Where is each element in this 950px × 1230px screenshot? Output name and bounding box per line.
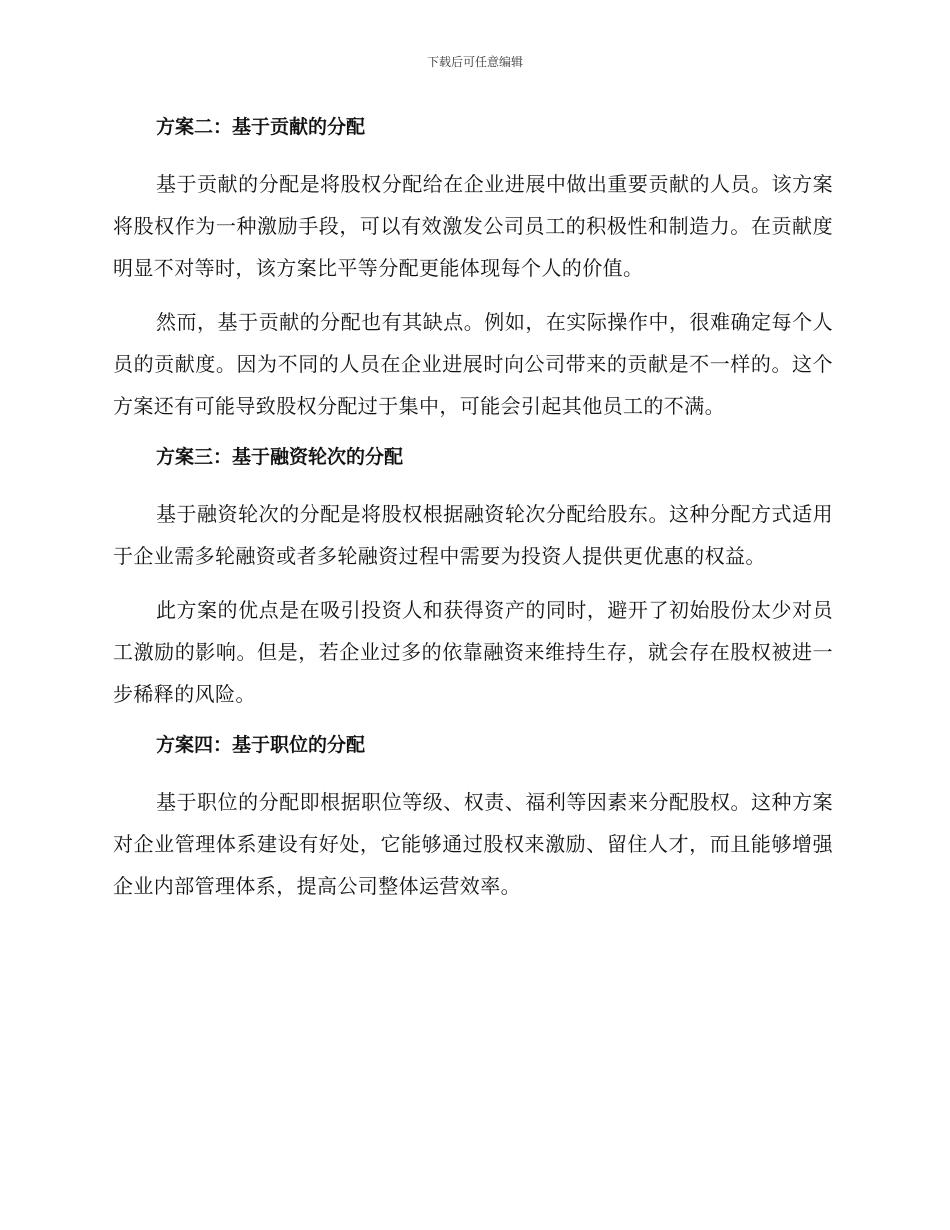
section-heading: 方案二：基于贡献的分配	[156, 116, 366, 138]
page-header: 下载后可任意编辑	[426, 55, 523, 69]
paragraph: 基于职位的分配即根据职位等级、权责、福利等因素来分配股权。这种方案对企业管理体系建设有好处，它能够通过股权来激励、留住人才，而且能够增强企业内部管理体系，提高公司整体运营效率。	[113, 790, 833, 898]
section-position	[113, 727, 833, 907]
paragraph: 基于融资轮次的分配是将股权根据融资轮次分配给股东。这种分配方式适用于企业需多轮融资或者多轮融资过程中需要为投资人提供更优惠的权益。	[113, 502, 833, 568]
section-heading: 方案三：基于融资轮次的分配	[156, 446, 404, 468]
document-body	[113, 109, 833, 919]
section-heading: 方案四：基于职位的分配	[156, 734, 366, 756]
paragraph: 然而，基于贡献的分配也有其缺点。例如，在实际操作中，很难确定每个人员的贡献度。因为不同的人员在企业进展时向公司带来的贡献是不一样的。这个方案还有可能导致股权分配过于集中，可能会引起其他员工的不满。	[113, 310, 833, 418]
section-financing-round	[113, 439, 833, 715]
section-contribution	[113, 109, 833, 427]
paragraph: 基于贡献的分配是将股权分配给在企业进展中做出重要贡献的人员。该方案将股权作为一种激励手段，可以有效激发公司员工的积极性和制造力。在贡献度明显不对等时，该方案比平等分配更能体现每个人的价值。	[113, 172, 833, 280]
paragraph: 此方案的优点是在吸引投资人和获得资产的同时，避开了初始股份太少对员工激励的影响。但是，若企业过多的依靠融资来维持生存，就会存在股权被进一步稀释的风险。	[113, 598, 833, 706]
